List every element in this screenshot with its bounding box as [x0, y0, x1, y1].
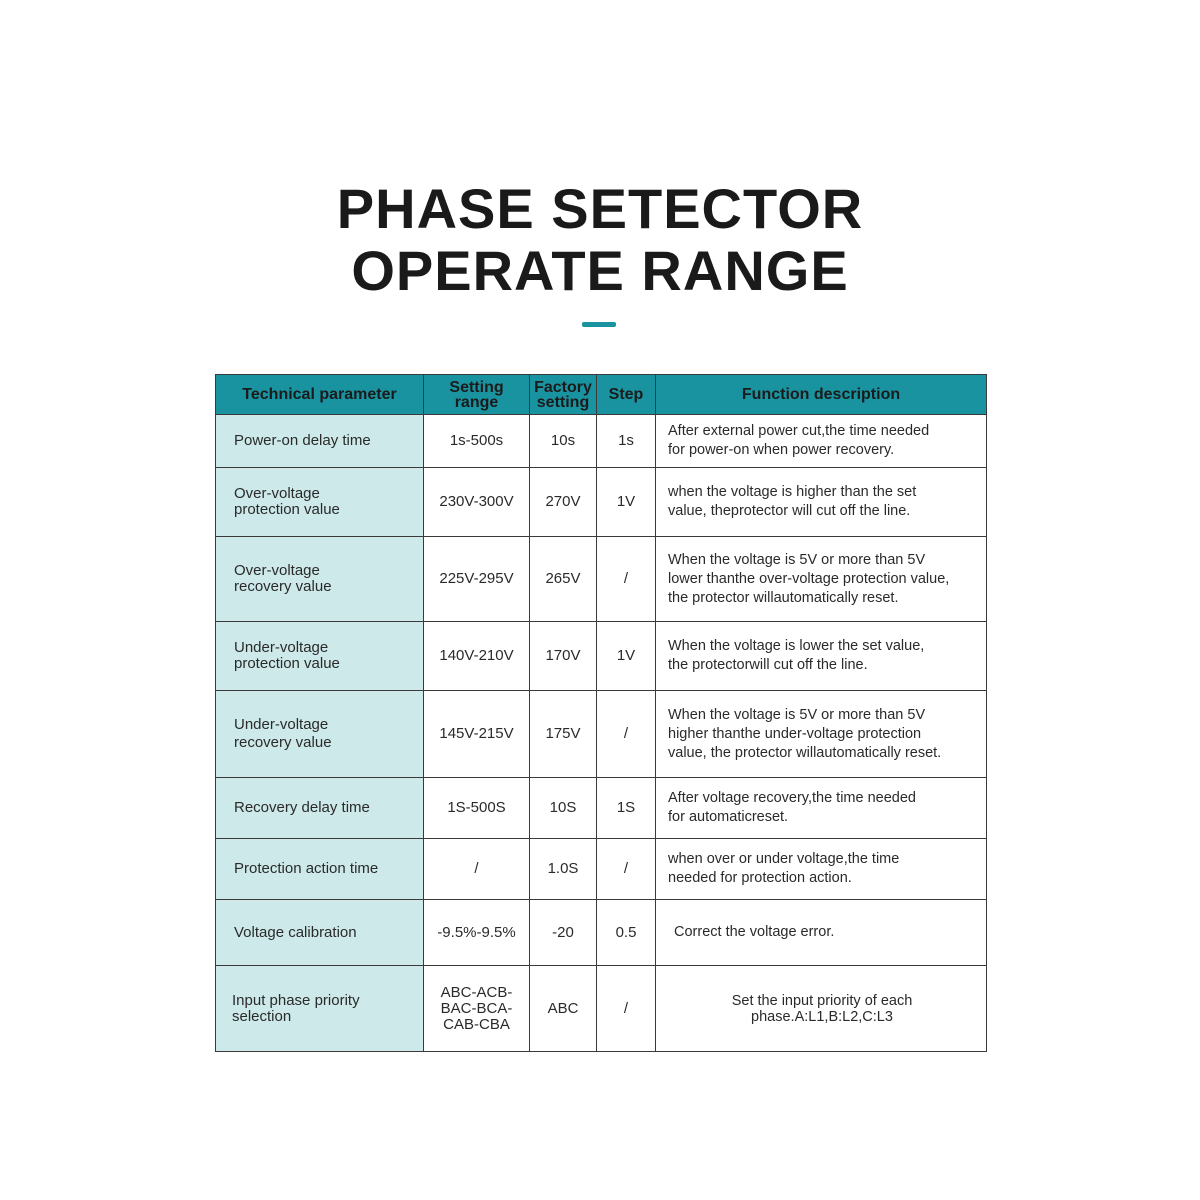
step-cell: /	[623, 570, 629, 587]
factory-cell: 10S	[549, 799, 577, 816]
param-cell: Under-voltage protection value	[234, 639, 340, 672]
header-factory-setting: Factory setting	[530, 375, 597, 415]
table-row	[216, 966, 987, 1052]
range-cell: /	[474, 860, 479, 877]
step-cell: 1V	[616, 647, 636, 664]
page-title-line-1: PHASE SETECTOR	[336, 177, 864, 240]
page-title	[0, 178, 1200, 302]
range-cell: 1S-500S	[447, 799, 506, 816]
header-function-description: Function description	[656, 375, 987, 415]
range-cell: 140V-210V	[439, 647, 514, 664]
description-cell: After external power cut,the time needed for power-on when power recovery.	[668, 423, 930, 458]
parameter-table	[215, 374, 987, 1052]
factory-cell: 1.0S	[547, 860, 579, 877]
range-cell: 145V-215V	[439, 725, 514, 742]
param-cell: Input phase priority selection	[232, 991, 360, 1025]
table-row	[216, 415, 987, 468]
factory-cell: 175V	[545, 725, 581, 742]
factory-cell: 170V	[545, 647, 581, 664]
table-row	[216, 778, 987, 839]
step-cell: 1S	[616, 799, 636, 816]
description-cell: After voltage recovery,the time needed for automaticreset.	[668, 790, 916, 825]
range-cell: 230V-300V	[439, 493, 514, 510]
table-row	[216, 622, 987, 691]
step-cell: 0.5	[615, 923, 637, 941]
description-cell: When the voltage is lower the set value, the protectorwill cut off the line.	[668, 638, 925, 673]
header-step: Step	[597, 375, 656, 415]
table-row	[216, 537, 987, 622]
step-cell: /	[623, 725, 629, 742]
step-cell: 1s	[618, 432, 634, 449]
param-cell: Voltage calibration	[234, 923, 357, 941]
description-cell: when the voltage is higher than the set value, theprotector will cut off the line.	[668, 484, 917, 519]
header-setting-range: Setting range	[424, 375, 530, 415]
factory-cell: -20	[552, 923, 574, 941]
table-row	[216, 900, 987, 966]
table-row	[216, 691, 987, 778]
factory-cell: 10s	[550, 432, 576, 449]
param-cell: Protection action time	[234, 860, 379, 877]
factory-cell: 270V	[545, 493, 581, 510]
page-title-line-2: OPERATE RANGE	[351, 239, 849, 302]
param-cell: Over-voltage recovery value	[234, 562, 332, 595]
param-cell: Power-on delay time	[234, 432, 371, 449]
step-cell: 1V	[616, 493, 636, 510]
description-cell: Correct the voltage error.	[674, 924, 835, 940]
description-cell: When the voltage is 5V or more than 5V higher thanthe under-voltage protection value, the protector willautomatically reset.	[668, 706, 942, 761]
step-cell: /	[623, 999, 629, 1017]
description-cell: when over or under voltage,the time needed for protection action.	[668, 851, 900, 886]
param-cell: Under-voltage recovery value	[234, 716, 332, 751]
factory-cell: ABC	[547, 999, 579, 1017]
param-cell: Over-voltage protection value	[234, 485, 340, 518]
factory-cell: 265V	[545, 570, 581, 587]
table-row	[216, 468, 987, 537]
param-cell: Recovery delay time	[234, 799, 370, 816]
range-cell: 225V-295V	[439, 570, 514, 587]
title-accent-bar	[582, 322, 616, 327]
header-technical-parameter: Technical parameter	[216, 375, 424, 415]
description-cell: Set the input priority of each phase.A:L1,B:L2,C:L3	[731, 992, 913, 1025]
table-header-row	[216, 375, 987, 415]
range-cell: ABC-ACB- BAC-BCA- CAB-CBA	[440, 983, 513, 1033]
range-cell: 1s-500s	[449, 432, 504, 449]
table-row	[216, 839, 987, 900]
description-cell: When the voltage is 5V or more than 5V lower thanthe over-voltage protection value, the protector willautomatically reset.	[668, 551, 950, 606]
step-cell: /	[623, 860, 629, 877]
range-cell: -9.5%-9.5%	[437, 923, 516, 941]
